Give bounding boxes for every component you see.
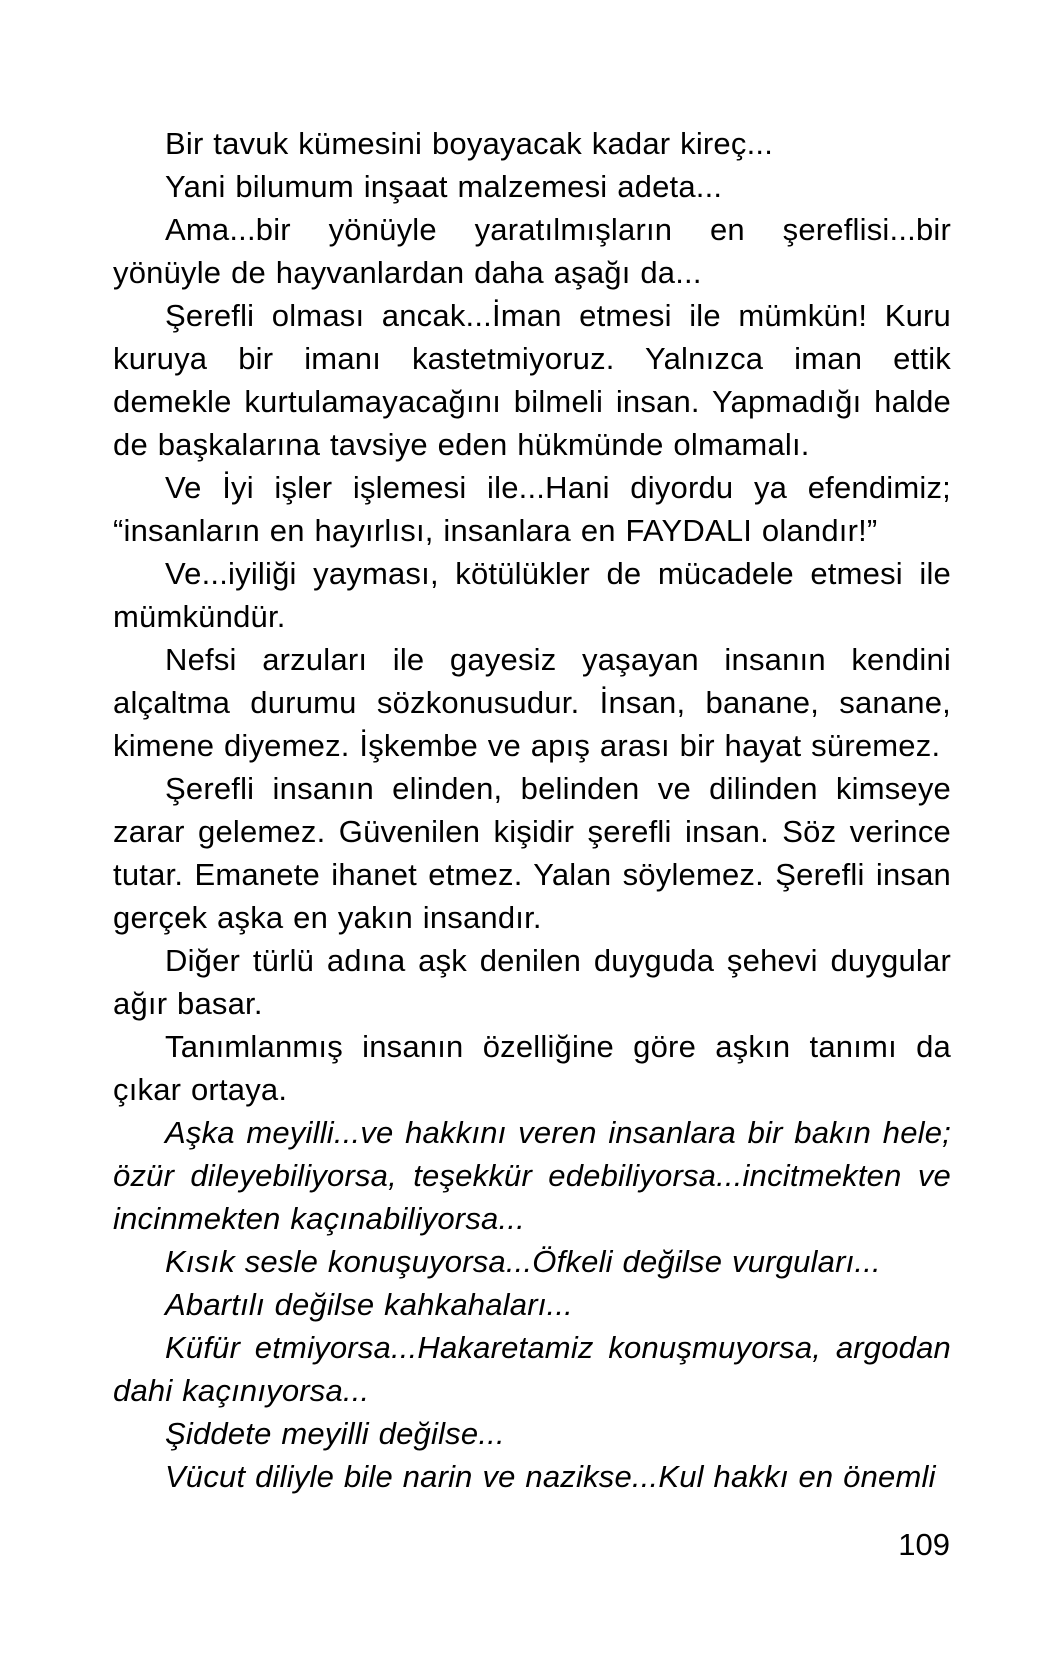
body-text: [113, 122, 951, 1498]
paragraph: Nefsi arzuları ile gayesiz yaşayan insanın kendini alçaltma durumu sözkonusudur. İnsan, banane, sanane, kimene diyemez. İşkembe ve apış arası bir hayat süremez.: [113, 642, 951, 763]
paragraph: Yani bilumum inşaat malzemesi adeta...: [165, 169, 723, 204]
paragraph: Diğer türlü adına aşk denilen duyguda şehevi duygular ağır basar.: [113, 943, 951, 1021]
page-number: 109: [898, 1527, 950, 1562]
paragraph: Şerefli olması ancak...İman etmesi ile mümkün! Kuru kuruya bir imanı kastetmiyoruz. Yalnızca iman ettik demekle kurtulamayacağını bilmeli insan. Yapmadığı halde de başkalarına tavsiye eden hükmünde olmamalı.: [113, 298, 951, 462]
paragraph: Tanımlanmış insanın özelliğine göre aşkın tanımı da çıkar ortaya.: [113, 1029, 951, 1107]
paragraph: Ama...bir yönüyle yaratılmışların en şereflisi...bir yönüyle de hayvanlardan daha aşağı da...: [113, 212, 951, 290]
paragraph: Ve...iyiliği yayması, kötülükler de mücadele etmesi ile mümkündür.: [113, 556, 951, 634]
paragraph: Vücut diliyle bile narin ve nazikse...Kul hakkı en önemli: [165, 1459, 936, 1494]
paragraph: Abartılı değilse kahkahaları...: [165, 1287, 573, 1322]
paragraph: Bir tavuk kümesini boyayacak kadar kireç...: [165, 126, 774, 161]
paragraph: Şiddete meyilli değilse...: [165, 1416, 505, 1451]
paragraph: Ve İyi işler işlemesi ile...Hani diyordu ya efendimiz; “insanların en hayırlısı, insanlara en FAYDALI olandır!”: [113, 470, 951, 548]
paragraph: Kısık sesle konuşuyorsa...Öfkeli değilse vurguları...: [165, 1244, 881, 1279]
paragraph: Küfür etmiyorsa...Hakaretamiz konuşmuyorsa, argodan dahi kaçınıyorsa...: [113, 1330, 951, 1408]
paragraph: Şerefli insanın elinden, belinden ve dilinden kimseye zarar gelemez. Güvenilen kişidir şerefli insan. Söz verince tutar. Emanete ihanet etmez. Yalan söylemez. Şerefli insan gerçek aşka en yakın insandır.: [113, 771, 951, 935]
paragraph: Aşka meyilli...ve hakkını veren insanlara bir bakın hele; özür dileyebiliyorsa, teşekkür edebiliyorsa...incitmekten ve incinmekten kaçınabiliyorsa...: [113, 1115, 951, 1236]
